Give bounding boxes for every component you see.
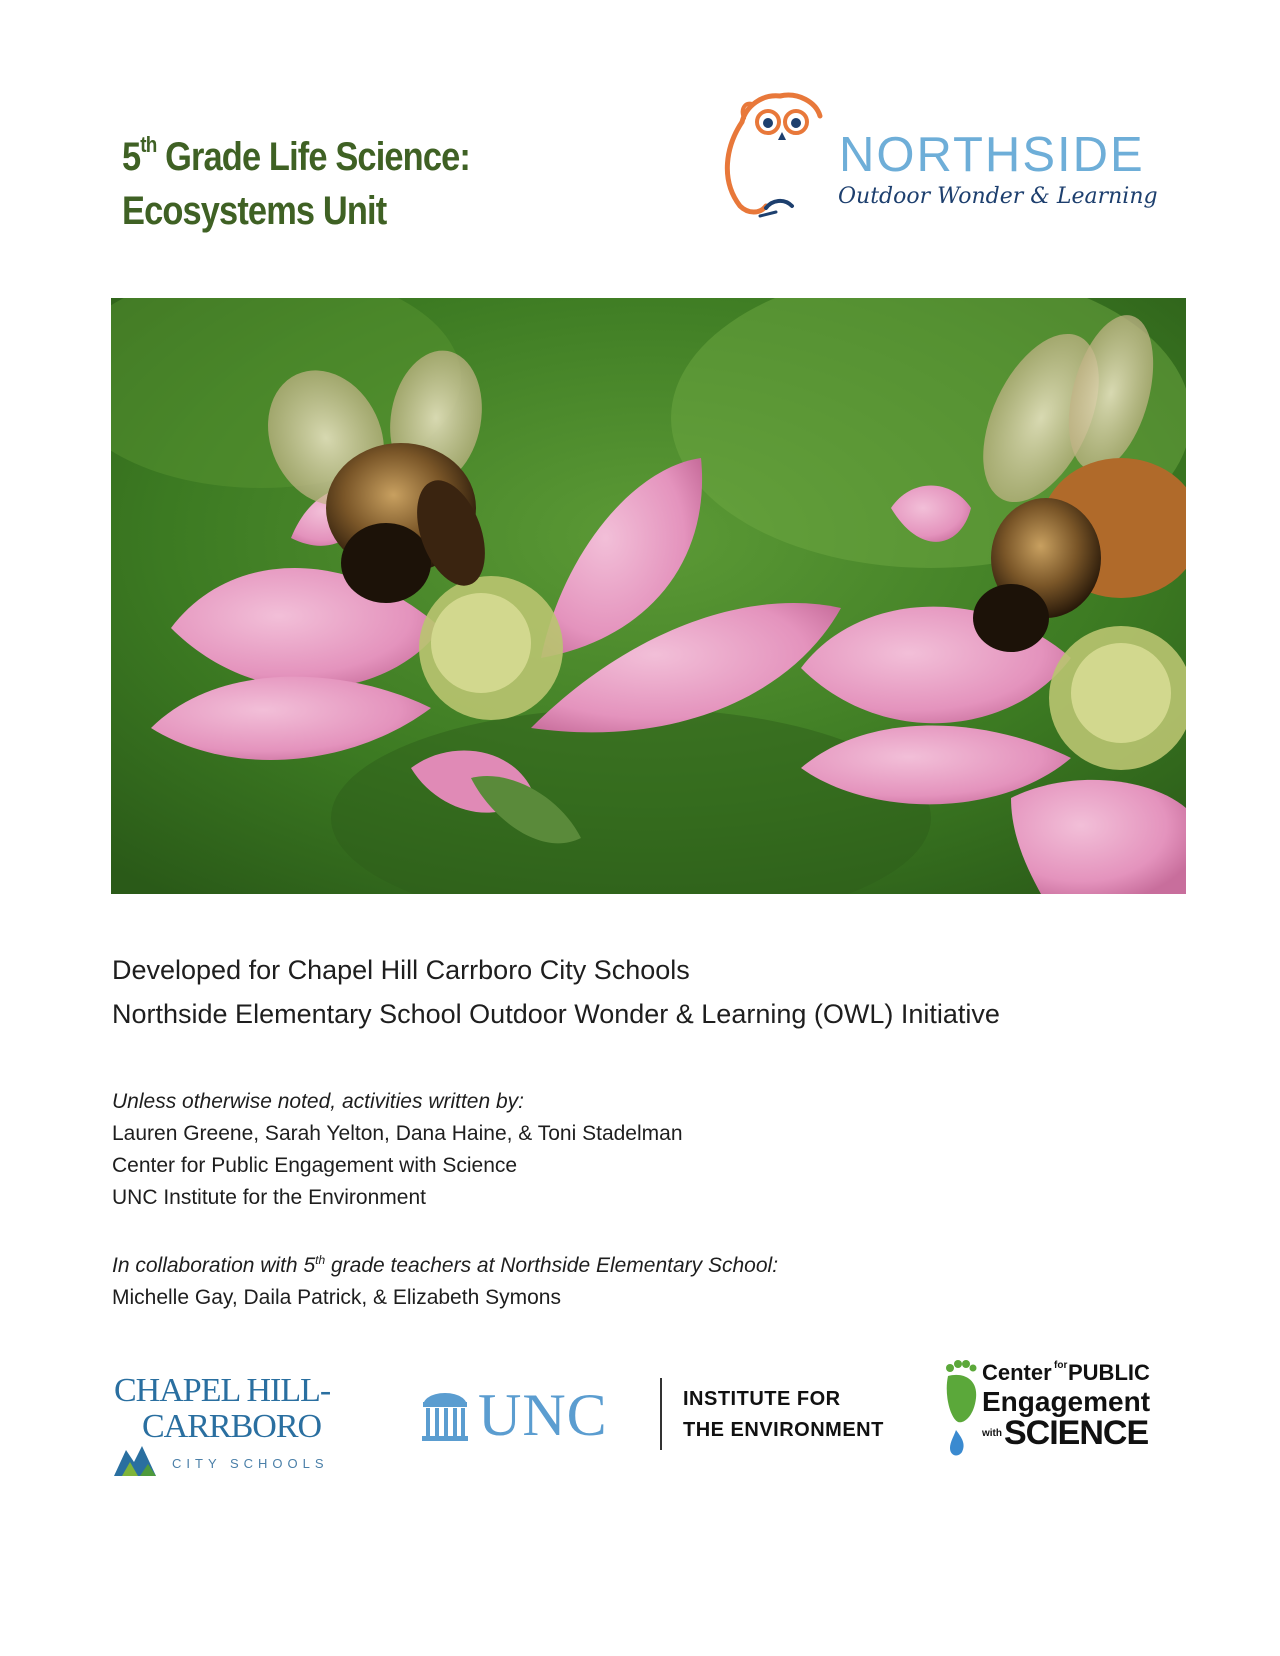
cpes-science: SCIENCE (1004, 1414, 1149, 1452)
chcc-line-1: CHAPEL HILL- (114, 1372, 331, 1409)
northside-tagline: Outdoor Wonder & Learning (838, 184, 1158, 209)
developed-for (112, 948, 1000, 1036)
cpes-logo (942, 1358, 1151, 1468)
collaboration-intro: In collaboration with 5th grade teachers at Northside Elementary School: (112, 1253, 779, 1277)
unc-ie-logo (420, 1376, 884, 1456)
org-cpes: Center for Public Engagement with Science (112, 1154, 518, 1177)
authors: Lauren Greene, Sarah Yelton, Dana Haine, & Toni Stadelman (112, 1122, 683, 1145)
bees-on-flowers-image (111, 298, 1186, 894)
credits (112, 1086, 778, 1314)
cpes-public: PUBLIC (1068, 1360, 1150, 1385)
hero-photo (111, 298, 1186, 894)
chcc-logo (112, 1372, 362, 1482)
chcc-line-3: CITY SCHOOLS (172, 1456, 329, 1471)
cpes-center: Center (982, 1360, 1052, 1385)
title-line-2: Ecosystems Unit (122, 189, 387, 233)
northside-name: NORTHSIDE (839, 128, 1145, 182)
teachers: Michelle Gay, Daila Patrick, & Elizabeth Symons (112, 1286, 561, 1309)
northside-logo (716, 88, 1176, 222)
cpes-with: with (982, 1428, 1002, 1439)
title-line-1: 5th Grade Life Science: (122, 132, 470, 179)
owl-icon (716, 88, 846, 222)
unc-divider (660, 1378, 662, 1450)
cpes-for: for (1054, 1360, 1068, 1371)
cpes-engagement: Engagement (982, 1386, 1151, 1417)
unc-name: UNC (478, 1382, 608, 1448)
org-unc-ie: UNC Institute for the Environment (112, 1186, 426, 1209)
authors-intro: Unless otherwise noted, activities written by: (112, 1090, 525, 1113)
developed-line-1: Developed for Chapel Hill Carrboro City Schools (112, 955, 690, 985)
unc-institute: INSTITUTE FOR THE ENVIRONMENT (683, 1388, 884, 1441)
developed-line-2: Northside Elementary School Outdoor Wonder & Learning (OWL) Initiative (112, 999, 1000, 1029)
old-well-icon (420, 1386, 470, 1446)
footprint-icon (942, 1358, 982, 1458)
chcc-line-2: CARRBORO (142, 1408, 322, 1445)
page-title (122, 118, 527, 238)
